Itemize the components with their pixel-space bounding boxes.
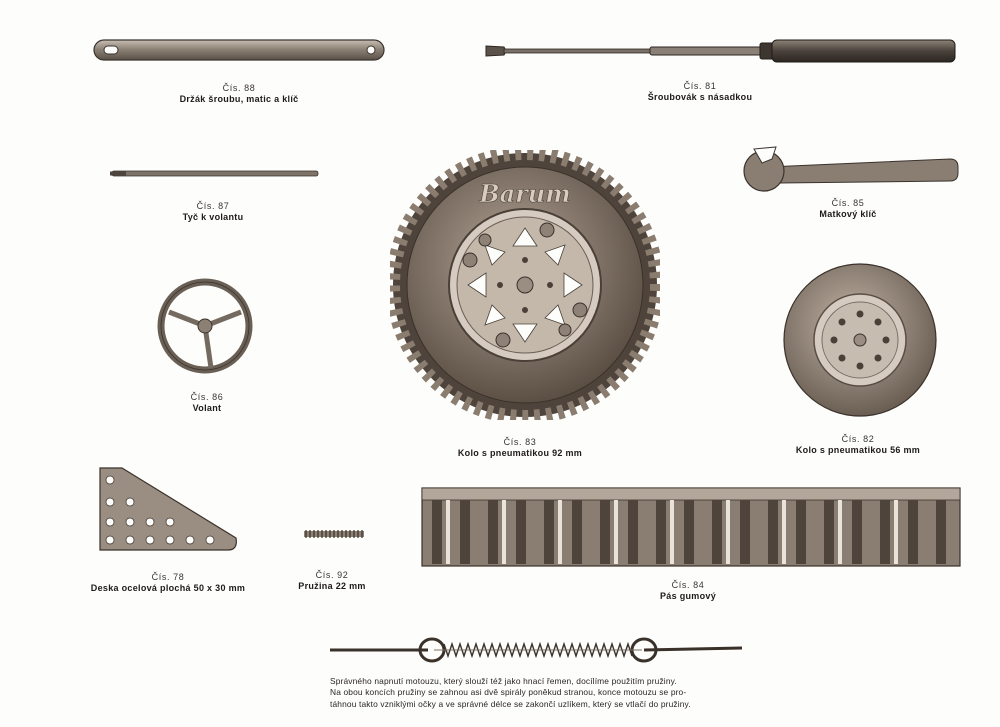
part-number: Čís. 81 [683,81,717,91]
holder-bar-image [92,34,386,66]
part-name: Šroubovák s násadkou [647,92,753,102]
caption-85 [748,198,948,220]
caption-81 [600,81,800,103]
wrench-image [740,145,960,195]
part-number: Čís. 84 [671,580,705,590]
note-line: táhnou takto vzniklými očky a ve správné délce se zakončí uzlíkem, který se vtlačí do pružiny. [330,698,691,709]
part-name: Deska ocelová plochá 50 x 30 mm [90,583,246,593]
caption-83 [420,437,620,459]
part-number: Čís. 78 [151,572,185,582]
screwdriver-image [482,36,960,66]
part-number: Čís. 86 [190,392,224,402]
part-number: Čís. 85 [831,198,865,208]
caption-87 [113,201,313,223]
part-number: Čís. 88 [222,83,256,93]
steering-rod-image [108,168,320,180]
tire-brand-text: Barum [479,179,571,208]
spring-22mm-image [302,528,366,540]
caption-88 [139,83,339,105]
part-name: Volant [192,403,222,413]
part-name: Matkový klíč [819,209,877,219]
spring-instructions-text [330,676,750,710]
steering-wheel-image [155,278,255,374]
part-name: Držák šroubu, matic a klíč [179,94,299,104]
caption-82 [758,434,958,456]
steel-plate-image [96,464,242,554]
wheel-92mm-image [390,150,660,420]
part-number: Čís. 83 [503,437,537,447]
rubber-track-image [420,486,962,568]
part-name: Kolo s pneumatikou 56 mm [795,445,921,455]
caption-86 [107,392,307,414]
caption-84 [588,580,788,602]
part-name: Kolo s pneumatikou 92 mm [457,448,583,458]
part-name: Pružina 22 mm [298,581,366,591]
part-number: Čís. 87 [196,201,230,211]
wheel-56mm-image [782,262,938,418]
part-name: Tyč k volantu [182,212,244,222]
part-number: Čís. 92 [315,570,349,580]
note-line: Na obou koncích pružiny se zahnou asi dvě spirály poněkud stranou, konce motouzu se pro- [330,687,687,698]
caption-92 [232,570,432,592]
part-name: Pás gumový [659,591,717,601]
note-line: Správného napnutí motouzu, který slouží též jako hnací řemen, docílíme použitím pružiny. [330,676,677,686]
spring-with-cord-image [328,634,744,666]
part-number: Čís. 82 [841,434,875,444]
